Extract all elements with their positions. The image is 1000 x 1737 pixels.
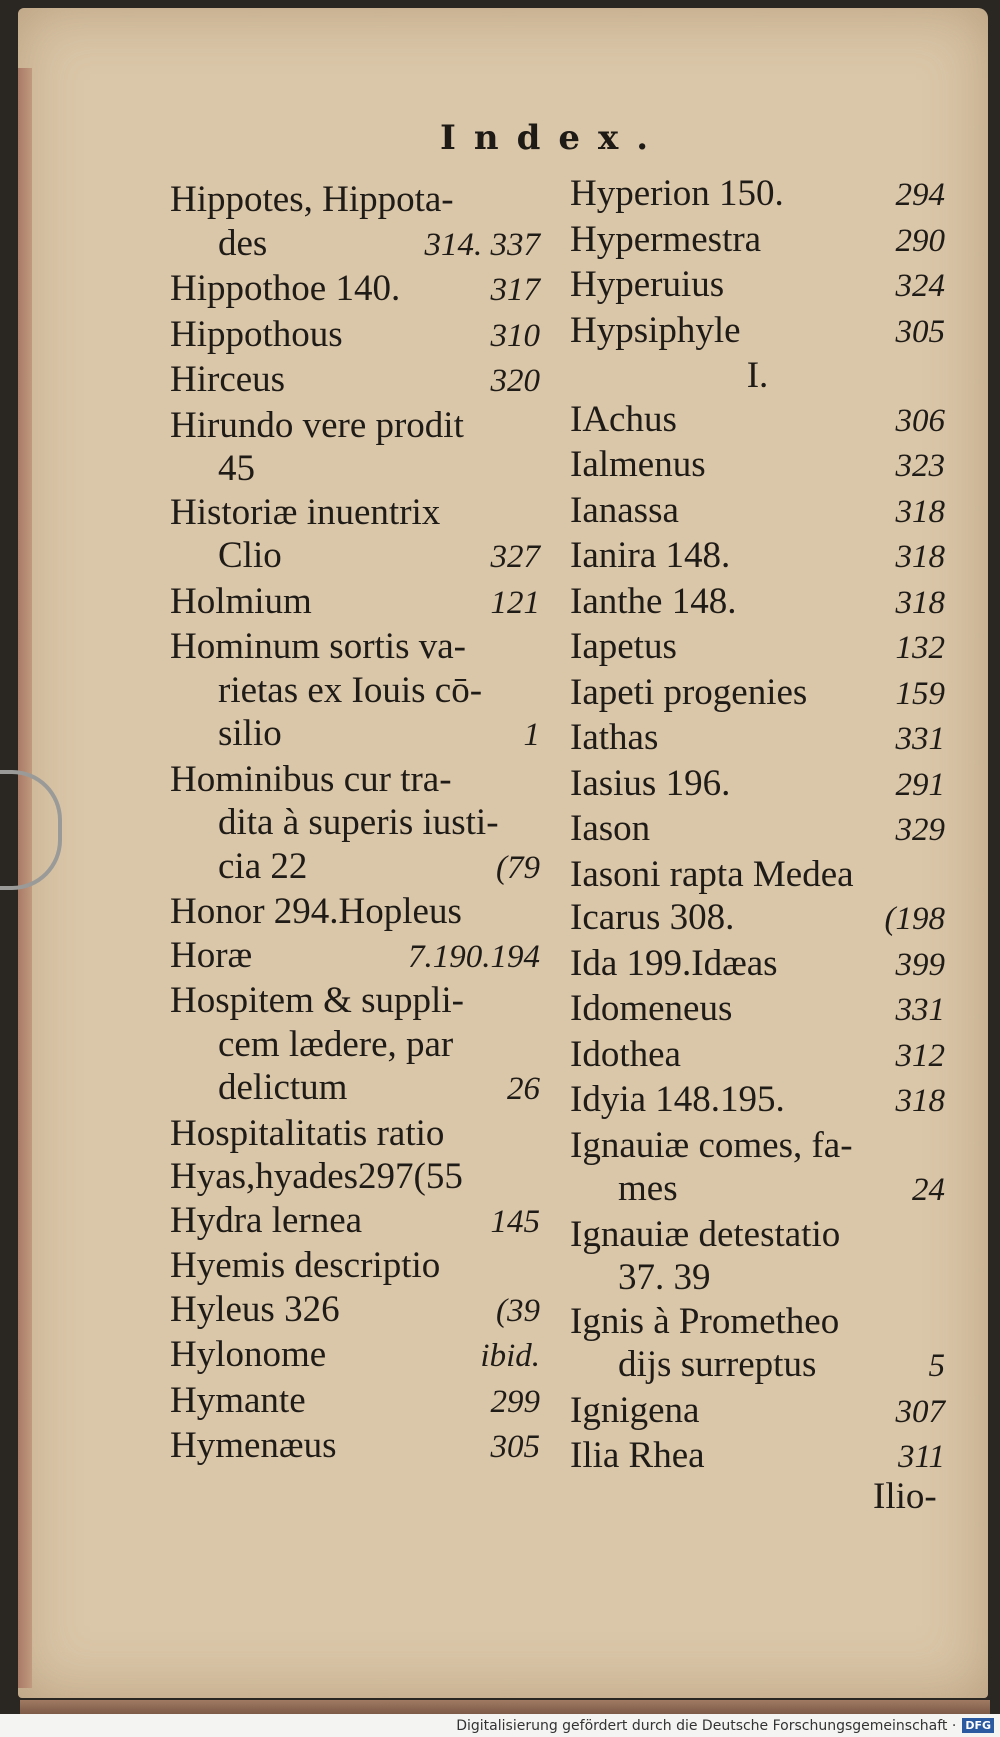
- entry-page-number: 327: [490, 539, 540, 575]
- index-entry: [170, 801, 540, 845]
- index-entry: [570, 580, 945, 626]
- entry-page-number: 24: [912, 1172, 945, 1208]
- index-entry: [570, 1213, 945, 1257]
- entry-page-number: 318: [895, 584, 945, 621]
- entry-text: cia 22: [218, 845, 308, 887]
- entry-text: silio: [218, 713, 282, 754]
- entry-text: Ignauiæ comes, fa-: [570, 1124, 853, 1166]
- index-entry: [170, 845, 540, 891]
- index-entry: [570, 534, 945, 580]
- entry-text: Hippotes, Hippota-: [170, 179, 454, 220]
- entry-text: Ianira 148.: [570, 535, 731, 576]
- entry-page-number: 311: [897, 1439, 945, 1475]
- entry-text: Hominum sortis va-: [170, 626, 466, 667]
- index-entry: [170, 669, 540, 713]
- entry-text: des: [218, 222, 268, 264]
- index-entry: [570, 1167, 945, 1213]
- entry-text: Hyemis descriptio: [170, 1245, 441, 1286]
- footer-text: Digitalisierung gefördert durch die Deutsche Forschungsgemeinschaft ·: [456, 1717, 957, 1734]
- entry-page-number: 323: [895, 448, 945, 484]
- index-entry: [170, 404, 540, 448]
- entry-text: Honor 294.Hopleus: [170, 891, 462, 932]
- index-entry: [570, 853, 945, 897]
- index-entry: [570, 762, 945, 808]
- index-entry: [170, 267, 540, 313]
- entry-text: Hylonome: [170, 1334, 327, 1375]
- page-bottom-edge: [20, 1700, 990, 1714]
- entry-text: Ignis à Prometheo: [570, 1300, 840, 1342]
- entry-page-number: 121: [490, 584, 540, 621]
- entry-page-number: 318: [895, 1083, 945, 1119]
- entry-text: Clio: [218, 535, 282, 576]
- entry-text: Hominibus cur tra-: [170, 758, 452, 800]
- index-entry: [570, 1124, 945, 1168]
- entry-text: Ignigena: [570, 1389, 700, 1431]
- index-entry: [170, 1288, 540, 1334]
- entry-text: Hydra lernea: [170, 1199, 363, 1241]
- index-entry: [170, 979, 540, 1023]
- entry-text: Iasoni rapta Medea: [570, 853, 854, 895]
- index-entry: [570, 443, 945, 489]
- index-entry: [170, 1333, 540, 1379]
- entry-page-number: 314. 337: [424, 226, 540, 263]
- index-entry: [170, 534, 540, 580]
- entry-text: Hymante: [170, 1379, 306, 1421]
- index-entry: [170, 358, 540, 404]
- entry-page-number: 331: [895, 721, 945, 757]
- entry-page-number: 318: [895, 539, 945, 575]
- index-entry: [570, 942, 945, 988]
- entry-text: IAchus: [570, 398, 677, 440]
- index-entry: [570, 1078, 945, 1124]
- entry-text: Iasius 196.: [570, 762, 731, 804]
- entry-text: dita à superis iusti-: [218, 802, 499, 843]
- entry-text: Historiæ inuentrix: [170, 491, 441, 533]
- index-entry: [570, 398, 945, 444]
- entry-text: Hippothous: [170, 313, 343, 355]
- index-entry: [570, 172, 945, 218]
- entry-text: Hippothoe 140.: [170, 268, 401, 309]
- index-entry: [570, 807, 945, 853]
- entry-page-number: 305: [895, 313, 945, 350]
- index-entry: [170, 313, 540, 359]
- entry-page-number: 145: [490, 1203, 540, 1240]
- index-entry: [570, 354, 945, 398]
- entry-page-number: 26: [507, 1071, 540, 1107]
- entry-text: 45: [218, 448, 255, 489]
- entry-page-number: 1: [523, 717, 540, 753]
- index-entry: [170, 712, 540, 758]
- entry-text: Hirceus: [170, 359, 286, 400]
- index-entry: [170, 1244, 540, 1288]
- entry-text: Hyleus 326: [170, 1288, 340, 1330]
- entry-text: delictum: [218, 1067, 348, 1108]
- index-entry: [570, 625, 945, 671]
- entry-page-number: 399: [895, 946, 945, 983]
- entry-text: Ialmenus: [570, 444, 706, 485]
- index-entry: [170, 491, 540, 535]
- index-entry: [170, 1066, 540, 1112]
- entry-page-number: 310: [490, 317, 540, 354]
- entry-text: Idothea: [570, 1033, 681, 1075]
- index-right-column: [570, 172, 945, 1480]
- entry-text: rietas ex Iouis cō-: [218, 669, 483, 711]
- entry-text: I.: [746, 355, 769, 396]
- entry-text: Iapetus: [570, 626, 677, 667]
- index-entry: [170, 625, 540, 669]
- entry-text: Iapeti progenies: [570, 671, 808, 713]
- entry-text: Hirundo vere prodit: [170, 404, 464, 446]
- index-entry: [170, 758, 540, 802]
- entry-page-number: 318: [895, 493, 945, 530]
- entry-text: Holmium: [170, 580, 312, 622]
- index-entry: [570, 1256, 945, 1300]
- entry-text: Ianassa: [570, 489, 679, 531]
- entry-page-number: 306: [895, 402, 945, 439]
- entry-page-number: 329: [895, 812, 945, 848]
- index-entry: [170, 580, 540, 626]
- page-header: Index.: [440, 118, 667, 158]
- index-entry: [570, 716, 945, 762]
- index-entry: [170, 1112, 540, 1156]
- entry-text: Icarus 308.: [570, 897, 735, 938]
- digitization-footer: [0, 1714, 1000, 1737]
- entry-page-number: 331: [895, 992, 945, 1028]
- entry-text: Idyia 148.195.: [570, 1079, 785, 1120]
- index-entry: [170, 1199, 540, 1245]
- entry-page-number: 299: [490, 1383, 540, 1420]
- entry-page-number: (39: [496, 1292, 540, 1329]
- entry-text: Hyperuius: [570, 264, 725, 305]
- entry-page-number: 305: [490, 1429, 540, 1465]
- entry-page-number: 312: [895, 1037, 945, 1074]
- index-entry: [570, 896, 945, 942]
- entry-text: Hyas,hyades297(55: [170, 1156, 463, 1197]
- entry-page-number: ibid.: [480, 1338, 540, 1374]
- entry-text: Hospitalitatis ratio: [170, 1112, 445, 1154]
- entry-page-number: 307: [895, 1393, 945, 1430]
- index-entry: [170, 890, 540, 934]
- entry-text: Hypsiphyle: [570, 309, 741, 351]
- entry-text: Ignauiæ detestatio: [570, 1213, 841, 1255]
- entry-page-number: (198: [884, 901, 945, 937]
- index-entry: [170, 178, 540, 222]
- entry-text: Ida 199.Idæas: [570, 942, 778, 984]
- entry-page-number: 320: [490, 363, 540, 399]
- index-entry: [570, 1389, 945, 1435]
- entry-page-number: 5: [928, 1348, 945, 1384]
- index-entry: [170, 1379, 540, 1425]
- index-entry: [570, 987, 945, 1033]
- index-left-column: [170, 178, 540, 1470]
- entry-page-number: 290: [895, 222, 945, 259]
- entry-text: Iason: [570, 808, 651, 849]
- index-entry: [570, 1300, 945, 1344]
- entry-text: Hyperion 150.: [570, 173, 784, 214]
- index-entry: [170, 222, 540, 268]
- entry-page-number: 317: [490, 272, 540, 308]
- entry-text: cem lædere, par: [218, 1023, 454, 1065]
- entry-text: Idomeneus: [570, 988, 733, 1029]
- index-entry: [570, 1033, 945, 1079]
- entry-page-number: 291: [895, 766, 945, 803]
- entry-page-number: 294: [895, 177, 945, 213]
- entry-page-number: 7.190.194: [408, 938, 540, 975]
- entry-text: dijs surreptus: [618, 1344, 817, 1385]
- index-entry: [170, 1155, 540, 1199]
- index-entry: [170, 447, 540, 491]
- catchword: Ilio-: [873, 1476, 937, 1517]
- entry-text: Horæ: [170, 934, 253, 976]
- entry-text: Ilia Rhea: [570, 1435, 705, 1476]
- index-entry: [570, 309, 945, 355]
- entry-text: Hospitem & suppli-: [170, 980, 464, 1021]
- index-entry: [570, 1434, 945, 1480]
- entry-page-number: (79: [496, 849, 540, 886]
- index-entry: [570, 671, 945, 717]
- entry-page-number: 132: [895, 630, 945, 666]
- entry-page-number: 159: [895, 675, 945, 712]
- index-entry: [170, 1023, 540, 1067]
- index-entry: [570, 489, 945, 535]
- dfg-logo: DFG: [962, 1718, 994, 1733]
- index-entry: [170, 1424, 540, 1470]
- index-entry: [570, 263, 945, 309]
- index-entry: [570, 1343, 945, 1389]
- index-entry: [170, 934, 540, 980]
- entry-page-number: 324: [895, 268, 945, 304]
- entry-text: Hymenæus: [170, 1425, 337, 1466]
- entry-text: mes: [618, 1168, 678, 1209]
- entry-text: Ianthe 148.: [570, 580, 737, 622]
- entry-text: 37. 39: [618, 1257, 711, 1298]
- entry-text: Hypermestra: [570, 218, 762, 260]
- entry-text: Iathas: [570, 717, 659, 758]
- index-entry: [570, 218, 945, 264]
